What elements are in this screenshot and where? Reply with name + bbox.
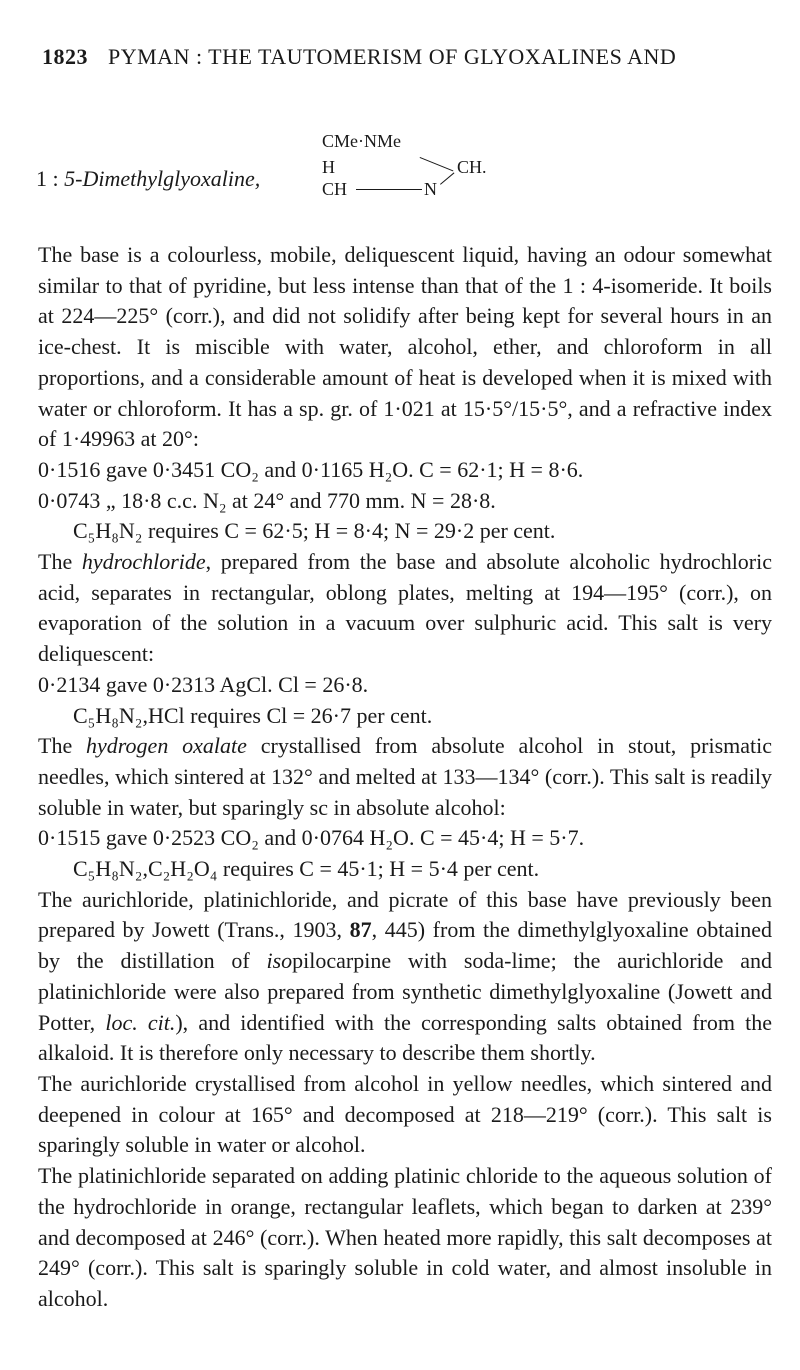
- paragraph-salts: [38, 885, 772, 1069]
- text-part: ), and identified with the corresponding salts obtained from the alkaloid. It is therefore only necessary to describe them shortly.: [38, 1009, 773, 1066]
- analysis-hydrochloride-line-1: 0·2134 gave 0·2313 AgCl. Cl = 26·8.: [38, 671, 369, 697]
- running-title: PYMAN : THE TAUTOMERISM OF GLYOXALINES AND: [108, 44, 677, 69]
- formula-right-group: CH.: [457, 157, 487, 177]
- paragraph-hydrochloride: [38, 547, 772, 670]
- term-hydrochloride: hydrochloride: [81, 549, 206, 575]
- text-rest: crystallised from absolute alcohol in stout, prismatic needles, which sintered at 132° and melted at 133—134° (corr.). This salt is readily soluble in water, but sparingly sc in absolute alcohol:: [38, 733, 773, 820]
- running-header: [42, 44, 676, 70]
- analysis-hydrochloride-line-2: C₅H₈N₂,HCl requires Cl = 26·7 per cent.: [73, 702, 433, 728]
- formula-bond-lower-right: [440, 172, 454, 184]
- paragraph-oxalate: [38, 731, 772, 823]
- formula-bond-bottom: [356, 189, 422, 190]
- text-lead: The: [38, 733, 87, 759]
- paragraph-base: The base is a colourless, mobile, deliquescent liquid, having an odour somewhat similar to that of pyridine, but less intense than that of the 1 : 4-isomeride. It boils at 224—225° (corr.), and did not solidify after being kept for several hours in an ice-chest. It is miscible with water, alcohol, ether, and chloroform in all proportions, and a considerable amount of heat is developed when it is mixed with water or chloroform. It has a sp. gr. of 1·021 at 15·5°/15·5°, and a refractive index of 1·49963 at 20°:: [38, 242, 772, 452]
- analysis-oxalate-line-1: 0·1515 gave 0·2523 CO₂ and 0·0764 H₂O. C = 45·4; H = 5·7.: [38, 825, 585, 851]
- text-part: pilocarpine with soda-lime; the aurichloride and platinichloride were also prepared from synthetic dimethylglyoxaline (Jowett and Potter,: [38, 948, 772, 1035]
- formula-top-group: CMe·NMe: [322, 131, 401, 151]
- citation-loc-cit: loc. cit.: [105, 1009, 176, 1035]
- volume-number: 87: [349, 917, 372, 943]
- formula-left-lower: CH: [322, 179, 348, 199]
- text-lead: The: [38, 549, 82, 575]
- compound-name: 5-Dimethylglyoxaline,: [64, 166, 261, 191]
- compound-number: 1 :: [36, 166, 59, 191]
- analysis-base-line-1: 0·1516 gave 0·3451 CO₂ and 0·1165 H₂O. C = 62·1; H = 8·6.: [38, 456, 584, 482]
- prefix-iso: iso: [266, 948, 293, 974]
- text-part: , 445) from the dimethylglyoxaline obtained by the distillation of: [38, 917, 772, 974]
- analysis-oxalate-line-2: C₅H₈N₂,C₂H₂O₄ requires C = 45·1; H = 5·4 per cent.: [73, 856, 540, 882]
- analysis-base-line-2: 0·0743 „ 18·8 c.c. N₂ at 24° and 770 mm. N = 28·8.: [38, 487, 496, 513]
- formula-left-upper: H: [322, 157, 335, 177]
- page-number: 1823: [42, 44, 88, 69]
- term-hydrogen-oxalate: hydrogen oxalate: [86, 733, 247, 759]
- paragraph-platinichloride: The platinichloride separated on adding platinic chloride to the aqueous solution of the hydrochloride in orange, rectangular leaflets, which began to darken at 239° and decomposed at 246° (corr.). When heated more rapidly, this salt decomposes at 249° (corr.). This salt is sparingly soluble in cold water, and almost insoluble in alcohol.: [38, 1163, 772, 1311]
- formula-bond-upper-right: [420, 157, 454, 171]
- formula-right-lower: N: [424, 179, 437, 199]
- article-body: [38, 240, 772, 1315]
- compound-heading: [36, 166, 260, 192]
- analysis-base-line-3: C₅H₈N₂ requires C = 62·5; H = 8·4; N = 29·2 per cent.: [73, 518, 556, 544]
- text-part: The aurichloride, platinichloride, and picrate of this base have previously been prepared by Jowett (Trans., 1903,: [38, 886, 772, 943]
- paragraph-aurichloride: The aurichloride crystallised from alcohol in yellow needles, which sintered and deepened in colour at 165° and decomposed at 218—219° (corr.). This salt is sparingly soluble in water or alcohol.: [38, 1070, 772, 1158]
- text-rest: , prepared from the base and absolute alcoholic hydrochloric acid, separates in rectangular, oblong plates, melting at 194—195° (corr.), on evaporation of the solution in a vacuum over sulphuric acid. This salt is very deliquescent:: [38, 549, 773, 667]
